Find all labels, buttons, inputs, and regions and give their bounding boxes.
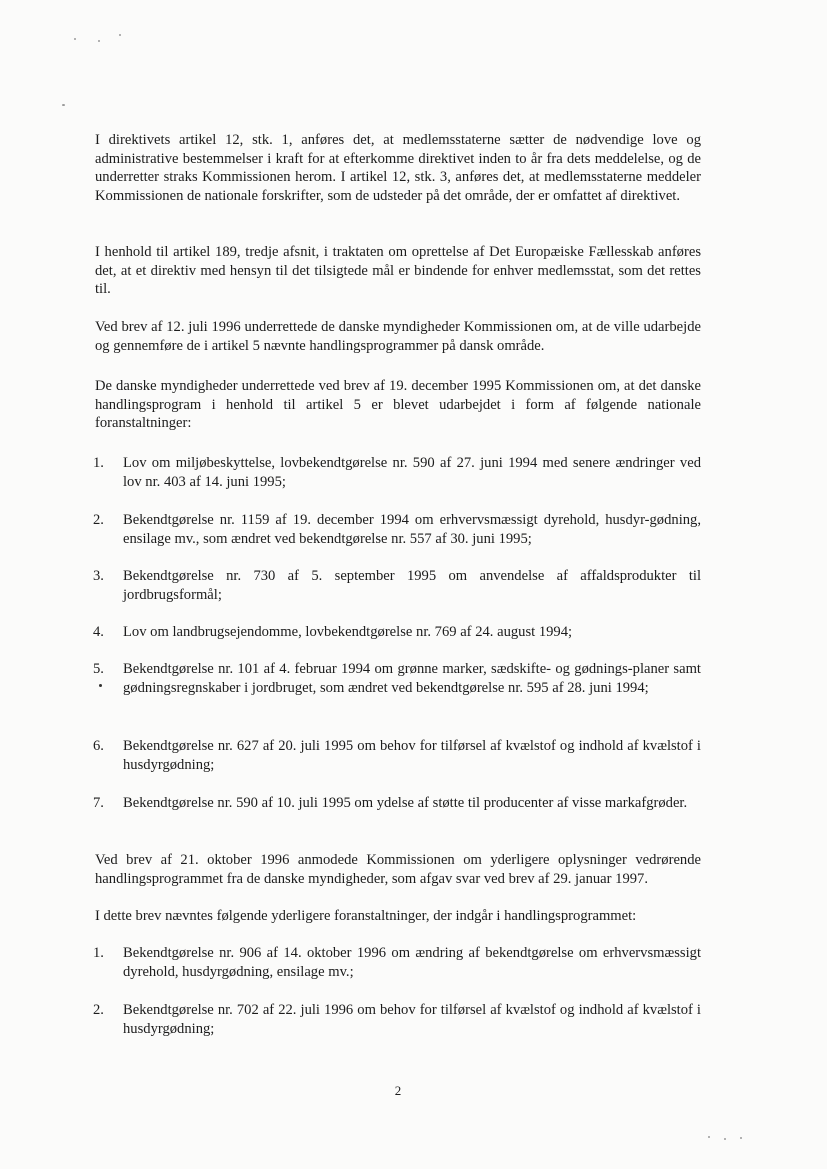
list-item (93, 623, 701, 642)
scan-speck (74, 38, 76, 40)
list-item-text: Lov om miljøbeskyttelse, lovbekendtgørelse nr. 590 af 27. juni 1994 med senere ændringer ved lov nr. 403 af 14. juni 1995; (123, 455, 701, 490)
paragraph-letter-19-december-1995: De danske myndigheder underrettede ved brev af 19. december 1995 Kommissionen om, at det danske handlingsprogram i henhold til artikel 5 er blevet udarbejdet i form af følgende nationale foranstaltninger: (95, 378, 701, 432)
list-item (93, 1001, 701, 1038)
list-item-number: 3. (93, 568, 104, 584)
scan-bullet-mark (99, 684, 102, 687)
list-item-number: 7. (93, 795, 104, 811)
list-item-text: Bekendtgørelse nr. 730 af 5. september 1995 om anvendelse af affaldsprodukter til jordbrugsformål; (123, 568, 701, 603)
list-item-text: Bekendtgørelse nr. 1159 af 19. december 1994 om erhvervsmæssigt dyrehold, husdyr-gødning, ensilage mv., som ændret ved bekendtgørelse nr. 557 af 30. juni 1995; (123, 512, 701, 547)
paragraph-letter-21-october-1996: Ved brev af 21. oktober 1996 anmodede Kommissionen om yderligere oplysninger vedrørende handlingsprogrammet fra de danske myndigheder, som afgav svar ved brev af 29. januar 1997. (95, 852, 701, 887)
list-item-text: Bekendtgørelse nr. 101 af 4. februar 1994 om grønne marker, sædskifte- og gødnings-planer samt gødningsregnskaber i jordbruget, som ændret ved bekendtgørelse nr. 595 af 28. juni 1994; (123, 661, 701, 696)
paragraph-article-189: I henhold til artikel 189, tredje afsnit, i traktaten om oprettelse af Det Europæiske Fællesskab anføres det, at et direktiv med hensyn til det tilsigtede mål er bindende for enhver medlemsstat, som det rettes til. (95, 244, 701, 298)
list-item (93, 511, 701, 548)
list-item-number: 1. (93, 455, 104, 471)
list-item (93, 794, 701, 813)
scan-speck (708, 1136, 710, 1138)
list-item-text: Bekendtgørelse nr. 906 af 14. oktober 1996 om ændring af bekendtgørelse om erhvervsmæssigt dyrehold, husdyrgødning, ensilage mv.; (123, 945, 701, 980)
list-item (93, 454, 701, 491)
list-item-number: 5. (93, 661, 104, 677)
page-number: 2 (394, 1083, 402, 1098)
scan-speck (740, 1137, 742, 1139)
list-item (93, 567, 701, 604)
list-item-text: Bekendtgørelse nr. 702 af 22. juli 1996 om behov for tilførsel af kvælstof og indhold af kvælstof i husdyrgødning; (123, 1002, 701, 1037)
scan-speck (98, 40, 100, 42)
list-item-text: Bekendtgørelse nr. 627 af 20. juli 1995 om behov for tilførsel af kvælstof og indhold af kvælstof i husdyrgødning; (123, 738, 701, 773)
paragraph-additional-measures: I dette brev nævntes følgende yderligere foranstaltninger, der indgår i handlingsprogrammet: (95, 908, 637, 924)
scan-speck (724, 1138, 726, 1140)
scan-speck (119, 34, 121, 36)
scan-speck (62, 104, 65, 106)
list-item-number: 6. (93, 738, 104, 754)
paragraph-letter-12-july-1996: Ved brev af 12. juli 1996 underrettede de danske myndigheder Kommissionen om, at de ville udarbejde og gennemføre de i artikel 5 nævnte handlingsprogrammer på dansk område. (95, 319, 701, 354)
list-item-text: Bekendtgørelse nr. 590 af 10. juli 1995 om ydelse af støtte til producenter af visse markafgrøder. (123, 795, 688, 811)
list-item (93, 737, 701, 774)
paragraph-directive-article-12: I direktivets artikel 12, stk. 1, anføres det, at medlemsstaterne sætter de nødvendige love og administrative bestemmelser i kraft for at efterkomme direktivet inden to år fra dets meddelelse, og de underretter straks Kommissionen herom. I artikel 12, stk. 3, anføres det, at medlemsstaterne meddeler Kommissionen de nationale forskrifter, som de udsteder på det område, der er omfattet af direktivet. (95, 132, 701, 204)
list-item (93, 660, 701, 697)
list-item-number: 1. (93, 945, 104, 961)
list-item-number: 2. (93, 512, 104, 528)
list-item (93, 944, 701, 981)
list-item-number: 4. (93, 624, 104, 640)
list-item-text: Lov om landbrugsejendomme, lovbekendtgørelse nr. 769 af 24. august 1994; (123, 624, 573, 640)
list-item-number: 2. (93, 1002, 104, 1018)
